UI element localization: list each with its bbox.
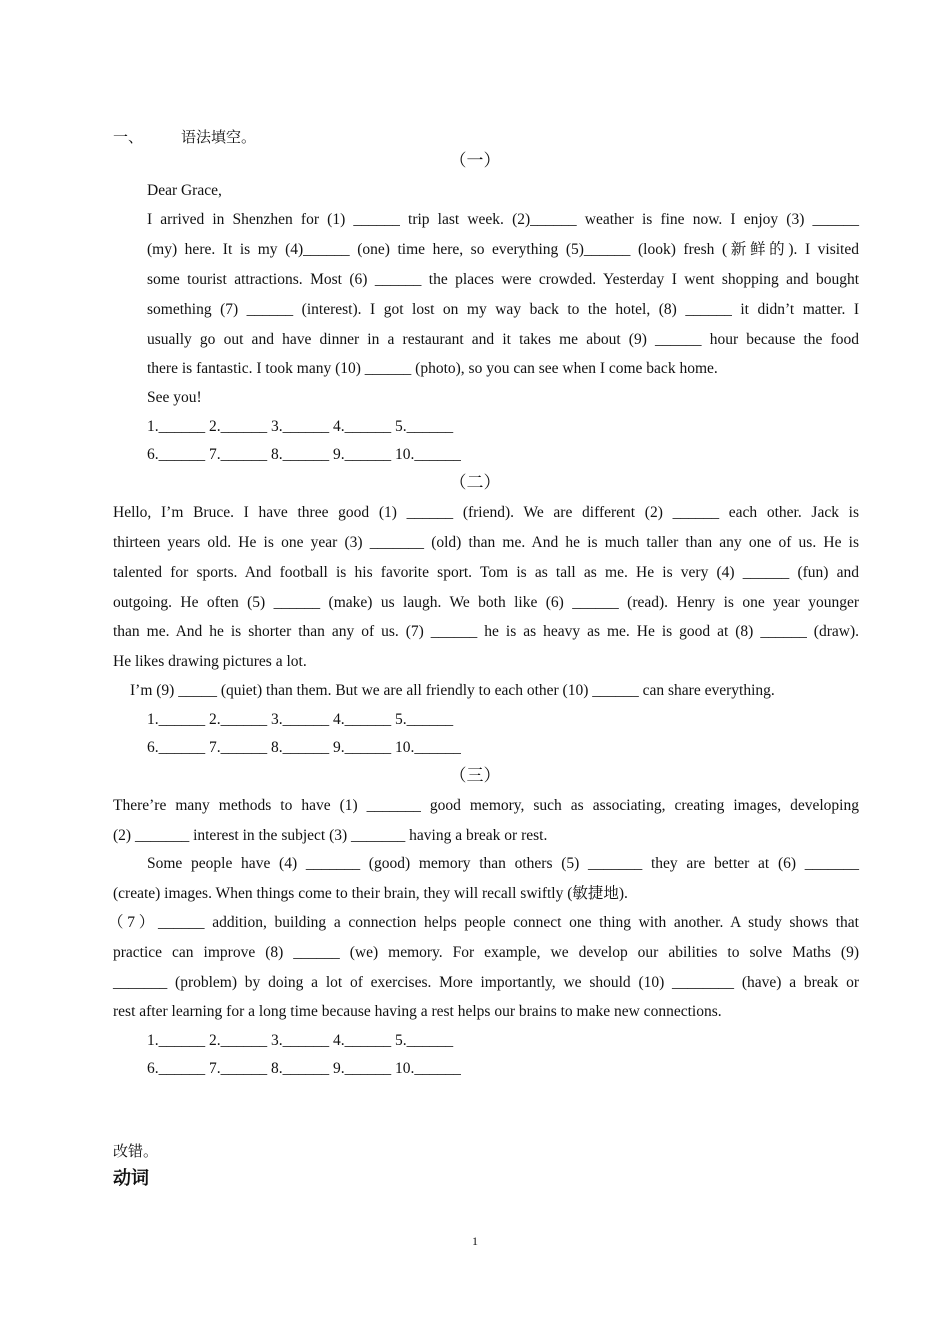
part2-line-2: thirteen years old. He is one year (3) _______ (old) than me. And he is much taller than any one of us. He is [113, 534, 859, 551]
part3-line-5: （7）______ addition, building a connection helps people connect one thing with another. A study shows that [108, 914, 859, 931]
part3-line-1: There’re many methods to have (1) _______ good memory, such as associating, creating images, developing [113, 797, 859, 814]
part3-answers-row-2: 6.______ 7.______ 8.______ 9.______ 10.______ [147, 1060, 461, 1077]
part1-line-1: I arrived in Shenzhen for (1) ______ trip last week. (2)______ weather is fine now. I enjoy (3) ______ [147, 211, 859, 228]
section-number: 一、 [113, 128, 144, 146]
part2-line-1: Hello, I’m Bruce. I have three good (1) ______ (friend). We are different (2) ______ each other. Jack is [113, 504, 859, 521]
verb-heading: 动词 [113, 1168, 149, 1189]
part2-line-3: talented for sports. And football is his favorite sport. Tom is as tall as me. He is very (4) ______ (fun) and [113, 564, 859, 581]
part1-line-5: usually go out and have dinner in a restaurant and it takes me about (9) ______ hour because the food [147, 331, 859, 348]
part3-line-2: (2) _______ interest in the subject (3) _______ having a break or rest. [113, 827, 548, 844]
letter-closing: See you! [147, 389, 202, 406]
part2-line-7: I’m (9) _____ (quiet) than them. But we are all friendly to each other (10) ______ can share everything. [130, 682, 775, 699]
part2-answers-row-1: 1.______ 2.______ 3.______ 4.______ 5.______ [147, 711, 454, 728]
part1-line-2: (my) here. It is my (4)______ (one) time here, so everything (5)______ (look) fresh (新鲜的). I visited [147, 241, 859, 258]
part1-line-3: some tourist attractions. Most (6) ______ the places were crowded. Yesterday I went shopping and bought [147, 271, 859, 288]
part2-line-5: than me. And he is shorter than any of us. (7) ______ he is as heavy as me. He is good at (8) ______ (draw). [113, 623, 859, 640]
part1-heading: （一） [449, 151, 501, 171]
letter-greeting: Dear Grace, [147, 182, 222, 199]
part1-answers-row-1: 1.______ 2.______ 3.______ 4.______ 5.______ [147, 418, 454, 435]
part3-line-3: Some people have (4) _______ (good) memory than others (5) _______ they are better at (6) _______ [147, 855, 859, 872]
part3-answers-row-1: 1.______ 2.______ 3.______ 4.______ 5.______ [147, 1032, 454, 1049]
part1-line-4: something (7) ______ (interest). I got lost on my way back to the hotel, (8) ______ it didn’t matter. I [147, 301, 859, 318]
part2-heading: （二） [449, 473, 501, 493]
part3-line-6: practice can improve (8) ______ (we) memory. For example, we develop our abilities to solve Maths (9) [113, 944, 859, 961]
part1-answers-row-2: 6.______ 7.______ 8.______ 9.______ 10.______ [147, 446, 461, 463]
part3-heading: （三） [449, 766, 501, 786]
part3-line-4: (create) images. When things come to their brain, they will recall swiftly (敏捷地). [113, 885, 628, 902]
part2-answers-row-2: 6.______ 7.______ 8.______ 9.______ 10.______ [147, 739, 461, 756]
correction-title: 改错。 [113, 1142, 159, 1160]
part1-line-6: there is fantastic. I took many (10) ______ (photo), so you can see when I come back home. [147, 360, 718, 377]
page-number: 1 [472, 1234, 478, 1248]
part3-line-8: rest after learning for a long time because having a rest helps our brains to make new connections. [113, 1003, 722, 1020]
part3-line-7: _______ (problem) by doing a lot of exercises. More importantly, we should (10) ________ (have) a break or [113, 974, 859, 991]
part2-line-4: outgoing. He often (5) ______ (make) us laugh. We both like (6) ______ (read). Henry is one year younger [113, 594, 859, 611]
section-title: 语法填空。 [181, 128, 257, 146]
part2-line-6: He likes drawing pictures a lot. [113, 653, 307, 670]
